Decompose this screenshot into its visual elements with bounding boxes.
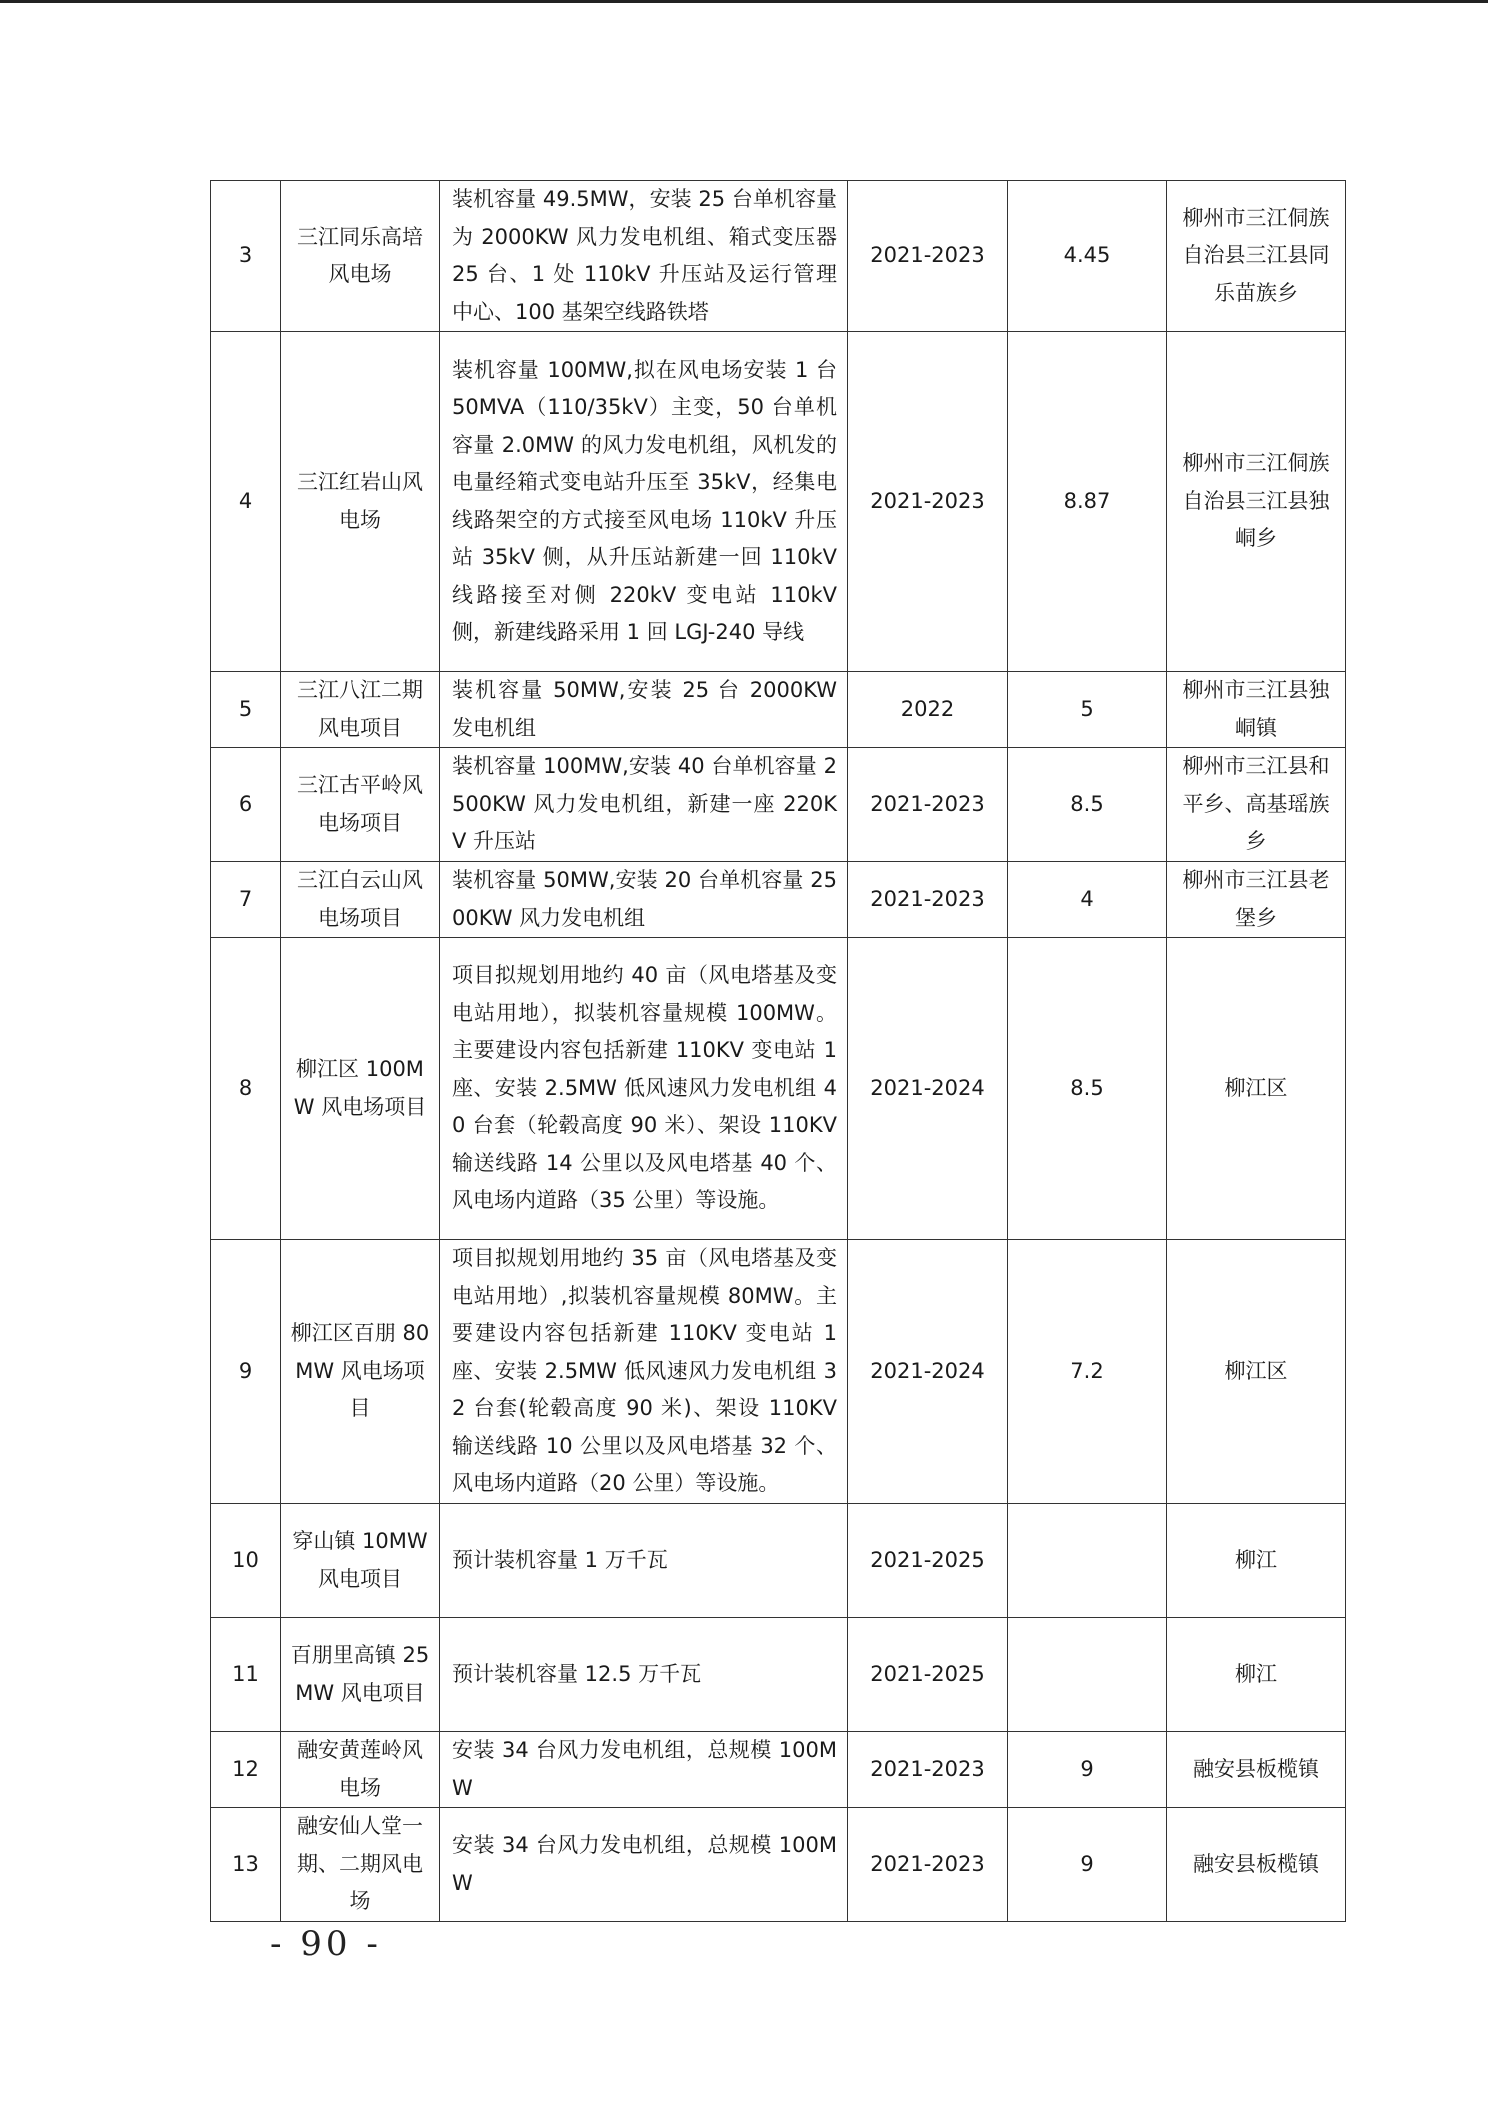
table-row [211,332,1346,672]
project-name: 融安仙人堂一期、二期风电场 [281,1808,440,1922]
investment-amount: 8.5 [1008,938,1167,1240]
table-row [211,748,1346,862]
row-number: 5 [211,672,281,748]
project-content: 预计装机容量 1 万千瓦 [440,1504,848,1618]
row-number: 3 [211,181,281,332]
table-row [211,181,1346,332]
construction-period: 2021-2025 [848,1504,1008,1618]
investment-amount: 9 [1008,1808,1167,1922]
investment-amount: 9 [1008,1732,1167,1808]
project-location: 柳江区 [1167,938,1346,1240]
row-number: 13 [211,1808,281,1922]
project-name: 三江白云山风电场项目 [281,862,440,938]
construction-period: 2021-2024 [848,1240,1008,1504]
project-location: 柳州市三江县和平乡、高基瑶族乡 [1167,748,1346,862]
construction-period: 2021-2023 [848,1808,1008,1922]
project-location: 融安县板榄镇 [1167,1808,1346,1922]
project-name: 三江古平岭风电场项目 [281,748,440,862]
table-row [211,1732,1346,1808]
table-row [211,1808,1346,1922]
project-name: 三江同乐高培风电场 [281,181,440,332]
row-number: 8 [211,938,281,1240]
project-content: 预计装机容量 12.5 万千瓦 [440,1618,848,1732]
project-name: 柳江区百朋 80MW 风电场项目 [281,1240,440,1504]
construction-period: 2021-2023 [848,1732,1008,1808]
project-name: 百朋里高镇 25MW 风电项目 [281,1618,440,1732]
investment-amount [1008,1504,1167,1618]
project-content: 项目拟规划用地约 35 亩（风电塔基及变电站用地）,拟装机容量规模 80MW。主要建设内容包括新建 110KV 变电站 1 座、安装 2.5MW 低风速风力发电机组 32 台套(轮毂高度 90 米)、架设 110KV 输送线路 10 公里以及风电塔基 32 个、风电场内道路（20 公里）等设施。 [440,1240,848,1504]
project-content: 装机容量 49.5MW，安装 25 台单机容量为 2000KW 风力发电机组、箱式变压器 25 台、1 处 110kV 升压站及运行管理中心、100 基架空线路铁塔 [440,181,848,332]
project-content: 装机容量 50MW,安装 20 台单机容量 2500KW 风力发电机组 [440,862,848,938]
construction-period: 2021-2024 [848,938,1008,1240]
row-number: 7 [211,862,281,938]
project-content: 安装 34 台风力发电机组，总规模 100MW [440,1808,848,1922]
project-location: 柳州市三江县老堡乡 [1167,862,1346,938]
project-content: 装机容量 100MW,安装 40 台单机容量 2500KW 风力发电机组，新建一座 220KV 升压站 [440,748,848,862]
investment-amount [1008,1618,1167,1732]
project-location: 柳州市三江侗族自治县三江县独峒乡 [1167,332,1346,672]
project-table [210,180,1346,1922]
investment-amount: 8.87 [1008,332,1167,672]
construction-period: 2021-2023 [848,748,1008,862]
table-row [211,672,1346,748]
row-number: 10 [211,1504,281,1618]
construction-period: 2021-2025 [848,1618,1008,1732]
project-name: 三江八江二期风电项目 [281,672,440,748]
top-border-line [0,0,1488,3]
project-name: 柳江区 100MW 风电场项目 [281,938,440,1240]
row-number: 9 [211,1240,281,1504]
row-number: 11 [211,1618,281,1732]
construction-period: 2021-2023 [848,862,1008,938]
row-number: 6 [211,748,281,862]
table-row [211,938,1346,1240]
row-number: 4 [211,332,281,672]
project-name: 穿山镇 10MW 风电项目 [281,1504,440,1618]
table-row [211,862,1346,938]
investment-amount: 5 [1008,672,1167,748]
project-content: 项目拟规划用地约 40 亩（风电塔基及变电站用地），拟装机容量规模 100MW。主要建设内容包括新建 110KV 变电站 1 座、安装 2.5MW 低风速风力发电机组 40 台套（轮毂高度 90 米）、架设 110KV 输送线路 14 公里以及风电塔基 40 个、风电场内道路（35 公里）等设施。 [440,938,848,1240]
project-location: 柳江 [1167,1504,1346,1618]
investment-amount: 8.5 [1008,748,1167,862]
project-location: 柳州市三江侗族自治县三江县同乐苗族乡 [1167,181,1346,332]
project-location: 柳江 [1167,1618,1346,1732]
project-content: 装机容量 50MW,安装 25 台 2000KW 发电机组 [440,672,848,748]
project-location: 柳江区 [1167,1240,1346,1504]
project-content: 装机容量 100MW,拟在风电场安装 1 台 50MVA（110/35kV）主变，50 台单机容量 2.0MW 的风力发电机组，风机发的电量经箱式变电站升压至 35kV，经集电线路架空的方式接至风电场 110kV 升压站 35kV 侧，从升压站新建一回 110kV 线路接至对侧 220kV 变电站 110kV 侧，新建线路采用 1 回 LGJ-240 导线 [440,332,848,672]
investment-amount: 4.45 [1008,181,1167,332]
table-row [211,1504,1346,1618]
construction-period: 2022 [848,672,1008,748]
investment-amount: 4 [1008,862,1167,938]
page-number: - 90 - [270,1924,382,1964]
investment-amount: 7.2 [1008,1240,1167,1504]
table-row [211,1618,1346,1732]
table-row [211,1240,1346,1504]
construction-period: 2021-2023 [848,332,1008,672]
project-name: 融安黄莲岭风电场 [281,1732,440,1808]
project-content: 安装 34 台风力发电机组，总规模 100MW [440,1732,848,1808]
project-location: 融安县板榄镇 [1167,1732,1346,1808]
construction-period: 2021-2023 [848,181,1008,332]
project-location: 柳州市三江县独峒镇 [1167,672,1346,748]
row-number: 12 [211,1732,281,1808]
project-name: 三江红岩山风电场 [281,332,440,672]
